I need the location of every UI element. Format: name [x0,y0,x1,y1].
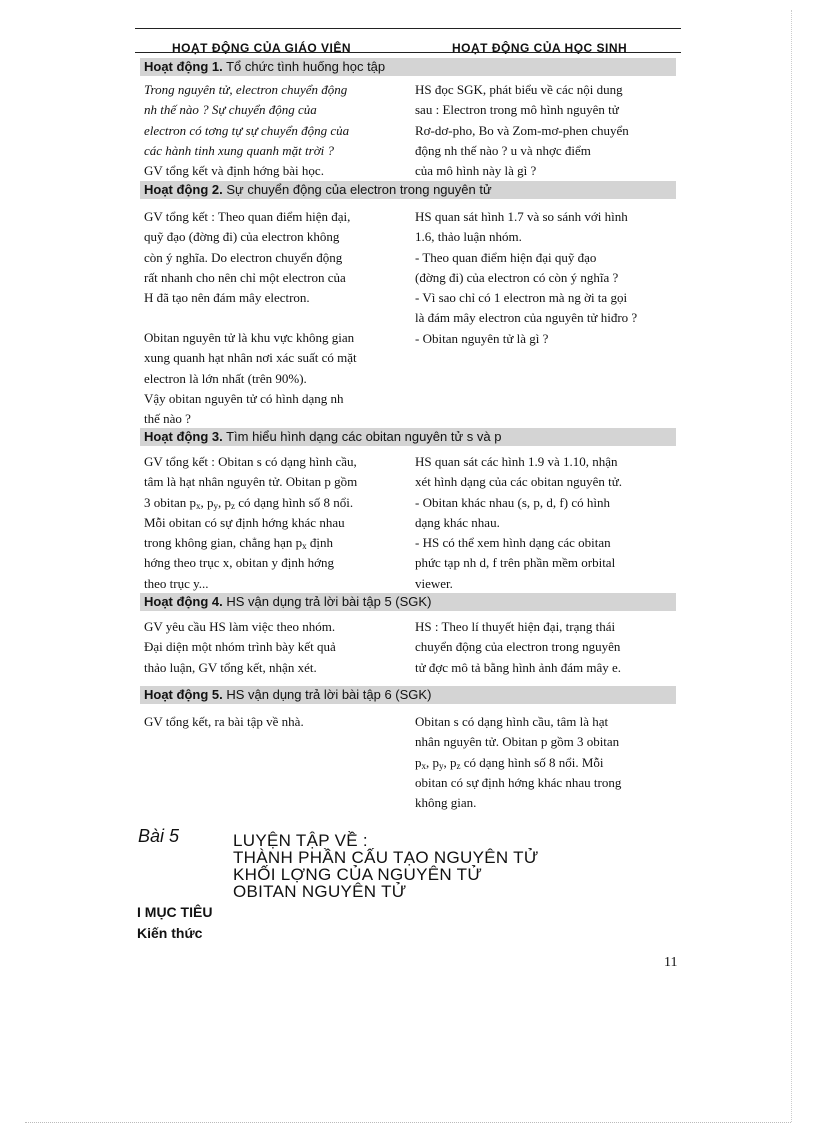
text-line: - Vì sao chỉ có 1 electron mà ng ời ta gọi [415,290,628,306]
activity-2-teacher-cell [144,207,406,308]
text-line: GV tổng kết : Theo quan điểm hiện đại, [144,209,351,224]
text-line: các hành tinh xung quanh mặt trời ? [144,142,335,158]
text-line: chuyển động của electron trong nguyên [415,639,621,655]
activity-1-teacher-cell [144,80,406,181]
activity-3-teacher-cell [144,452,406,594]
text-line: Trong nguyên tử, electron chuyển động [144,82,348,97]
text-line: Mỗi obitan có sự định hớng khác nhau [144,514,345,530]
header-rule [135,52,681,53]
text-line: xung quanh hạt nhân nơi xác suất có mặt [144,350,357,366]
text-line: thế nào ? [144,411,191,427]
text-line: GV tổng kết, ra bài tập về nhà. [144,714,304,729]
text-line: - HS có thể xem hình dạng các obitan [415,535,611,551]
text-line-with-subscript: trong không gian, chẳng hạn $p_x$ định [144,535,334,552]
text-line: động nh thế nào ? u và nhợc điểm [415,142,591,158]
activity-title: Tổ chức tình huống học tập [226,59,386,74]
text-line: GV tổng kết và định hớng bài học. [144,163,324,179]
activity-3-student-cell [415,452,677,594]
activity-5-teacher-cell [144,712,406,732]
text-line: hớng theo trục x, obitan y định hớng [144,555,334,571]
page-number: 11 [664,955,678,970]
text-line-with-subscripts: $p_x$, $p_y$, $p_z$ có dạng hình số 8 nổi. Mỗi [415,754,604,771]
text-line: obitan có sự định hớng khác nhau trong [415,774,622,790]
page-border-right [791,10,792,1122]
lesson-number: Bài 5 [138,826,180,846]
text-line: Rơ-dơ-pho, Bo và Zom-mơ-phen chuyển [415,122,629,138]
activity-2-teacher-cell-b [144,328,406,429]
activity-label: Hoạt động 1. [144,59,223,74]
activity-1-student-cell [415,80,677,181]
text-line: không gian. [415,795,477,811]
activity-4-teacher-cell [144,617,406,678]
text-line: HS quan sát các hình 1.9 và 1.10, nhận [415,454,618,469]
activity-label: Hoạt động 5. [144,687,223,702]
objectives-heading: I MỤC TIÊU [137,904,213,920]
activity-title: HS vận dụng trả lời bài tập 6 (SGK) [226,687,432,702]
text-line: electron có tơng tự sự chuyển động của [144,122,350,138]
text-line: là đám mây electron của nguyên tử hiđro ? [415,310,638,326]
lesson-title-line: THÀNH PHẦN CẤU TẠO NGUYÊN TỬ [233,848,539,867]
text-line: electron là lớn nhất (trên 90%). [144,370,307,386]
lesson-title [233,832,563,900]
knowledge-heading: Kiến thức [137,925,203,941]
text-line: còn ý nghĩa. Do electron chuyển động [144,249,343,265]
activity-label: Hoạt động 4. [144,594,223,609]
text-line: Đại diện một nhóm trình bày kết quả [144,639,336,655]
teacher-column-header: HOẠT ĐỘNG CỦA GIÁO VIÊN [172,41,352,55]
activity-label: Hoạt động 3. [144,429,223,444]
text-line: GV yêu cầu HS làm việc theo nhóm. [144,619,336,634]
text-line: Obitan s có dạng hình cầu, tâm là hạt [415,714,609,729]
activity-4-student-cell [415,617,677,678]
text-line: HS đọc SGK, phát biểu về các nội dung [415,82,623,97]
text-line: - Theo quan điểm hiện đại quỹ đạo [415,249,597,265]
text-line: tử đợc mô tả bằng hình ảnh đám mây e. [415,659,621,675]
text-line: nh thế nào ? Sự chuyển động của [144,102,317,118]
activity-label: Hoạt động 2. [144,182,223,197]
text-line-with-subscripts: 3 obitan $p_x$, $p_y$, $p_z$ có dạng hình số 8 nổi. [144,494,354,511]
text-line: phức tạp nh d, f trên phần mềm orbital [415,555,616,571]
text-line: 1.6, thảo luận nhóm. [415,229,522,245]
text-line: HS quan sát hình 1.7 và so sánh với hình [415,209,628,224]
top-rule [135,28,681,29]
student-column-header: HOẠT ĐỘNG CỦA HỌC SINH [452,41,628,55]
text-line: tâm là hạt nhân nguyên tử. Obitan p gồm [144,474,358,490]
activity-title: Sự chuyển động của electron trong nguyên tử [226,182,492,197]
activity-1-bar [140,58,676,76]
activity-4-bar [140,593,676,611]
text-line: GV tổng kết : Obitan s có dạng hình cầu, [144,454,357,469]
text-line: HS : Theo lí thuyết hiện đại, trạng thái [415,619,616,634]
activity-2-bar [140,181,676,199]
activity-5-bar [140,686,676,704]
activity-3-bar [140,428,676,446]
text-line: sau : Electron trong mô hình nguyên tử [415,102,619,118]
text-line: viewer. [415,575,453,591]
text-line: (đờng đi) của electron có còn ý nghĩa ? [415,269,619,285]
lesson-title-line: LUYỆN TẬP VỀ : [233,831,368,850]
activity-title: Tìm hiểu hình dạng các obitan nguyên tử s và p [226,429,502,444]
lesson-title-line: KHỐI LỢNG CỦA NGUYÊN TỬ [233,865,483,884]
text-line: Vậy obitan nguyên tử có hình dạng nh [144,390,344,406]
text-line: theo trục y... [144,575,209,591]
text-line: H đã tạo nên đám mây electron. [144,290,310,306]
activity-5-student-cell [415,712,677,813]
text-line: - Obitan khác nhau (s, p, d, f) có hình [415,494,610,510]
activity-title: HS vận dụng trả lời bài tập 5 (SGK) [226,594,432,609]
text-line: dạng khác nhau. [415,514,500,530]
text-line: quỹ đạo (đờng đi) của electron không [144,229,340,245]
lesson-title-line: OBITAN NGUYÊN TỬ [233,882,407,901]
text-line: Obitan nguyên tử là khu vực không gian [144,330,355,345]
text-line: - Obitan nguyên tử là gì ? [415,330,549,346]
text-line: nhân nguyên tử. Obitan p gồm 3 obitan [415,734,620,750]
text-line: xét hình dạng của các obitan nguyên tử. [415,474,623,490]
text-line: rất nhanh cho nên chỉ một electron của [144,269,346,285]
text-line: thảo luận, GV tổng kết, nhận xét. [144,659,317,675]
activity-2-student-cell [415,207,677,349]
text-line: của mô hình này là gì ? [415,163,537,179]
